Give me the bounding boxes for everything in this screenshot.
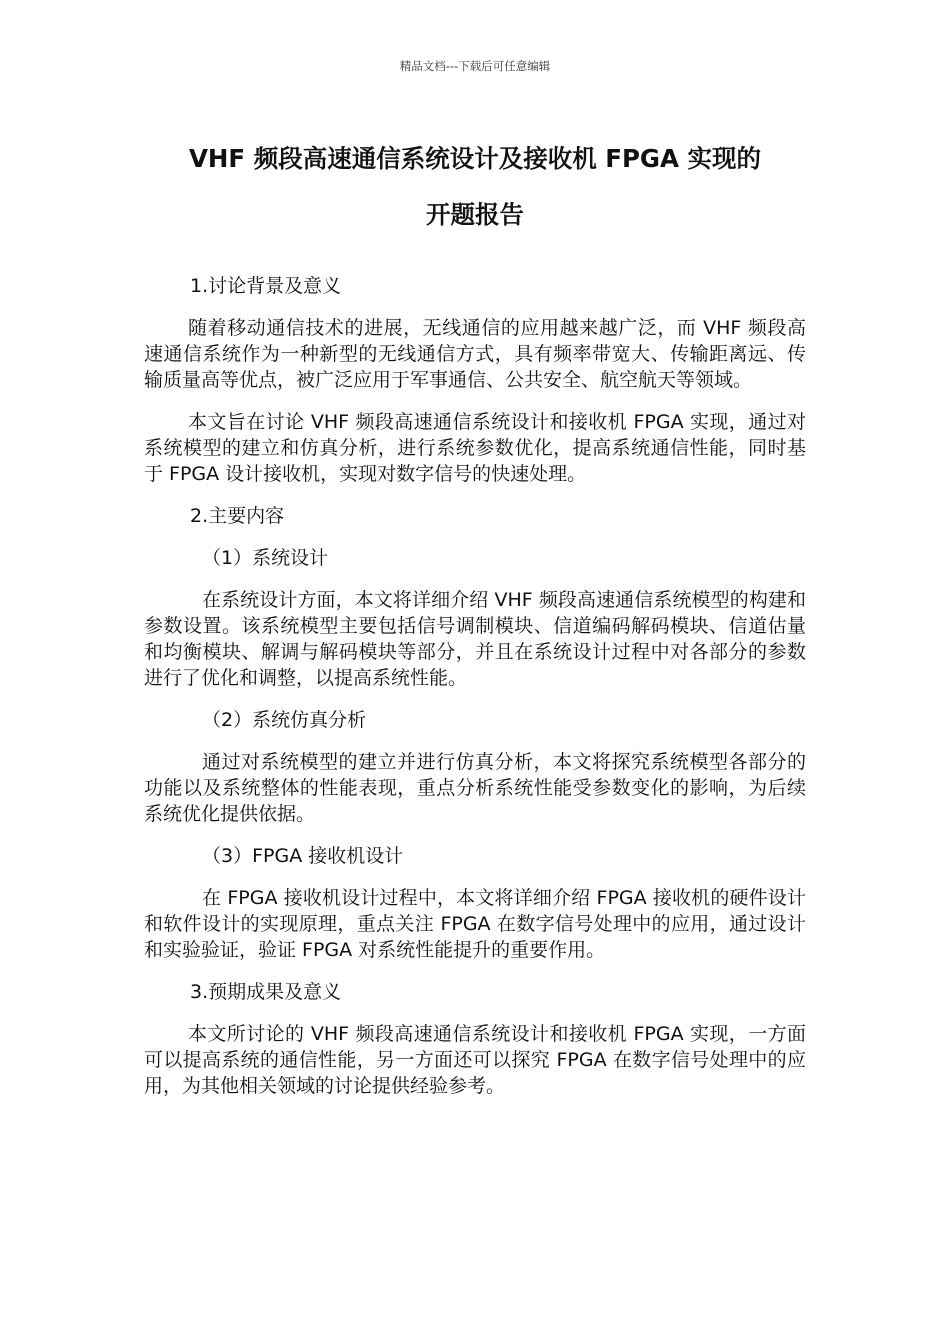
section-heading-background: 1.讨论背景及意义 <box>190 275 342 297</box>
paragraph-simulation: 通过对系统模型的建立并进行仿真分析，本文将探究系统模型各部分的功能以及系统整体的性能表现，重点分析系统性能受参数变化的影响，为后续系统优化提供依据。 <box>144 751 806 825</box>
paragraph-background-2: 本文旨在讨论 VHF 频段高速通信系统设计和接收机 FPGA 实现，通过对系统模型的建立和仿真分析，进行系统参数优化，提高系统通信性能，同时基于 FPGA 设计接收机，实现对数字信号的快速处理。 <box>144 411 806 485</box>
paragraph-background-1: 随着移动通信技术的进展，无线通信的应用越来越广泛，而 VHF 频段高速通信系统作为一种新型的无线通信方式，具有频率带宽大、传输距离远、传输质量高等优点，被广泛应用于军事通信、公共安全、航空航天等领域。 <box>144 317 806 391</box>
document-title-line2: 开题报告 <box>426 200 524 229</box>
subheading-fpga-receiver: （3）FPGA 接收机设计 <box>202 845 404 867</box>
subheading-simulation: （2）系统仿真分析 <box>202 709 367 731</box>
page-header: 精品文档---下载后可任意编辑 <box>399 59 551 73</box>
paragraph-expected-results: 本文所讨论的 VHF 频段高速通信系统设计和接收机 FPGA 实现，一方面可以提高系统的通信性能，另一方面还可以探究 FPGA 在数字信号处理中的应用，为其他相关领域的讨论提供经验参考。 <box>144 1023 806 1097</box>
document-title-line1: VHF 频段高速通信系统设计及接收机 FPGA 实现的 <box>188 144 762 173</box>
section-heading-main-content: 2.主要内容 <box>190 505 285 527</box>
section-heading-expected-results: 3.预期成果及意义 <box>190 981 342 1003</box>
subheading-system-design: （1）系统设计 <box>202 547 329 569</box>
paragraph-system-design: 在系统设计方面，本文将详细介绍 VHF 频段高速通信系统模型的构建和参数设置。该系统模型主要包括信号调制模块、信道编码解码模块、信道估量和均衡模块、解调与解码模块等部分，并且在系统设计过程中对各部分的参数进行了优化和调整，以提高系统性能。 <box>144 589 806 689</box>
document-body <box>144 273 806 1115</box>
paragraph-fpga-receiver: 在 FPGA 接收机设计过程中，本文将详细介绍 FPGA 接收机的硬件设计和软件设计的实现原理，重点关注 FPGA 在数字信号处理中的应用，通过设计和实验验证，验证 FPGA 对系统性能提升的重要作用。 <box>144 887 806 961</box>
